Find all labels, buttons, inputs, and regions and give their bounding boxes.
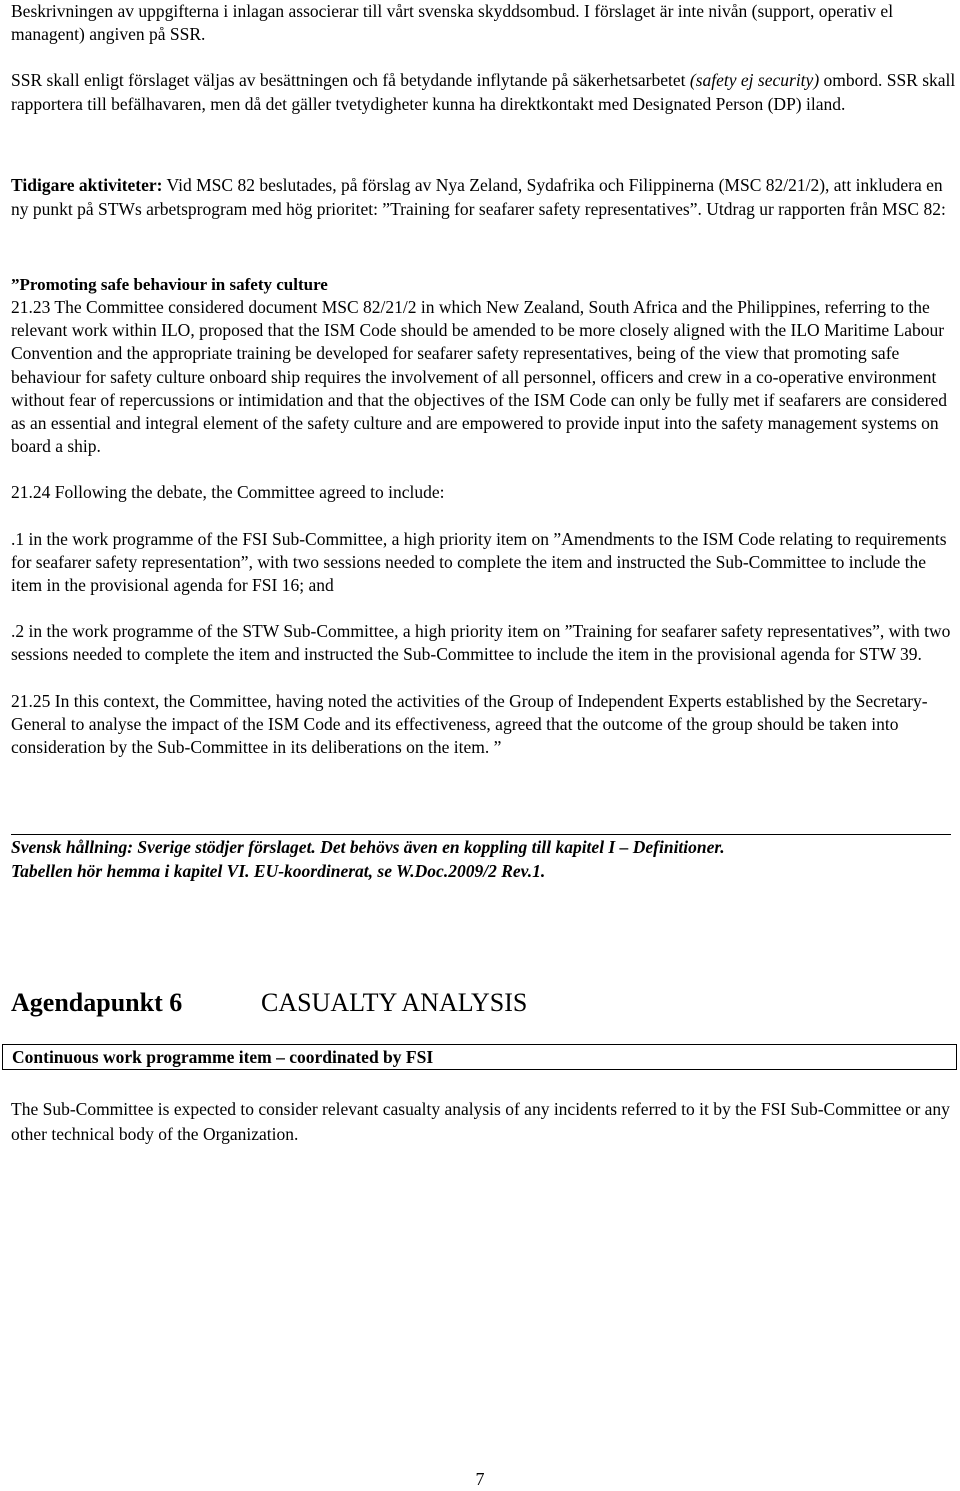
excerpt-heading: ”Promoting safe behaviour in safety culture (11, 275, 328, 294)
intro-paragraph-2-italic: (safety ej security) (689, 70, 820, 90)
agenda-number: Agendapunkt 6 (11, 988, 183, 1017)
page-number: 7 (475, 1469, 485, 1489)
report-excerpt (11, 274, 957, 759)
swedish-position-line-2: Tabellen hör hemma i kapitel VI. EU-koordinerat, se W.Doc.2009/2 Rev.1. (11, 861, 546, 881)
intro-paragraph-2-start: SSR skall enligt förslaget väljas av besättningen och få betydande inflytande på säkerhetsarbetet (11, 70, 690, 90)
swedish-position-line-1: Svensk hållning: Sverige stödjer förslaget. Det behövs även en koppling till kapitel I – Definitioner. (11, 837, 725, 857)
earlier-activities-label: Tidigare aktiviteter: (11, 175, 163, 195)
excerpt-paragraph-21-23: 21.23 The Committee considered document MSC 82/21/2 in which New Zealand, South Africa and the Philippines, referring to the relevant work within ILO, proposed that the ISM Code should be amended to be more closely aligned with the ILO Maritime Labour Convention and the appropriate training be developed for seafarer safety representatives, being of the view that promoting safe behaviour for safety culture onboard ship requires the involvement of all personnel, officers and crew in a co-operative environment without fear of repercussions or intimidation and that the objectives of the ISM Code can only be fully met if seafarers are considered as an essential and integral element of the safety culture and are empowered to provide input into the safety management systems on board a ship. (11, 297, 947, 457)
earlier-activities-paragraph (11, 173, 957, 221)
agenda-title: CASUALTY ANALYSIS (261, 988, 528, 1017)
intro-paragraph-2 (11, 68, 957, 116)
excerpt-paragraph-21-25: 21.25 In this context, the Committee, having noted the activities of the Group of Independent Experts established by the Secretary-General to analyse the impact of the ISM Code and its effectiveness, agreed that the outcome of the group should be taken into consideration by the Sub-Committee in its deliberations on the item. ” (11, 690, 928, 758)
intro-section (11, 0, 957, 116)
earlier-activities-section (11, 173, 957, 221)
excerpt-paragraph-21-24: 21.24 Following the debate, the Committee agreed to include: (11, 482, 445, 503)
earlier-activities-text: Vid MSC 82 beslutades, på förslag av Nya Zeland, Sydafrika och Filippinerna (MSC 82/21/2), att inkludera en ny punkt på STWs arbetsprogram med hög prioritet: ”Training for seafarer safety representatives”. Utdrag ur rapporten från MSC 82: (11, 175, 946, 219)
swedish-position (11, 834, 951, 883)
intro-paragraph-1: Beskrivningen av uppgifterna i inlagan associerar till vårt svenska skyddsombud. I förslaget är inte nivån (support, operativ el managent) angiven på SSR. (11, 1, 894, 44)
excerpt-item-2: .2 in the work programme of the STW Sub-Committee, a high priority item on ”Training for seafarer safety representatives”, with two sessions needed to complete the item and instructed the Sub-Committee to include the item in the provisional agenda for STW 39. (11, 621, 951, 665)
intro-paragraph-2-end: ombord. SSR skall rapportera till befälhavaren, men då det gäller tvetydigheter kunna ha direktkontakt med Designated Person (DP) iland. (11, 70, 956, 114)
agenda-description: The Sub-Committee is expected to consider relevant casualty analysis of any incidents referred to it by the FSI Sub-Committee or any other technical body of the Organization. (11, 1099, 950, 1144)
excerpt-item-1: .1 in the work programme of the FSI Sub-Committee, a high priority item on ”Amendments to the ISM Code relating to requirements for seafarer safety representation”, with two sessions needed to complete the item and instructed the Sub-Committee to include the item in the provisional agenda for FSI 16; and (11, 528, 947, 596)
work-programme-box: Continuous work programme item – coordinated by FSI (2, 1044, 957, 1070)
